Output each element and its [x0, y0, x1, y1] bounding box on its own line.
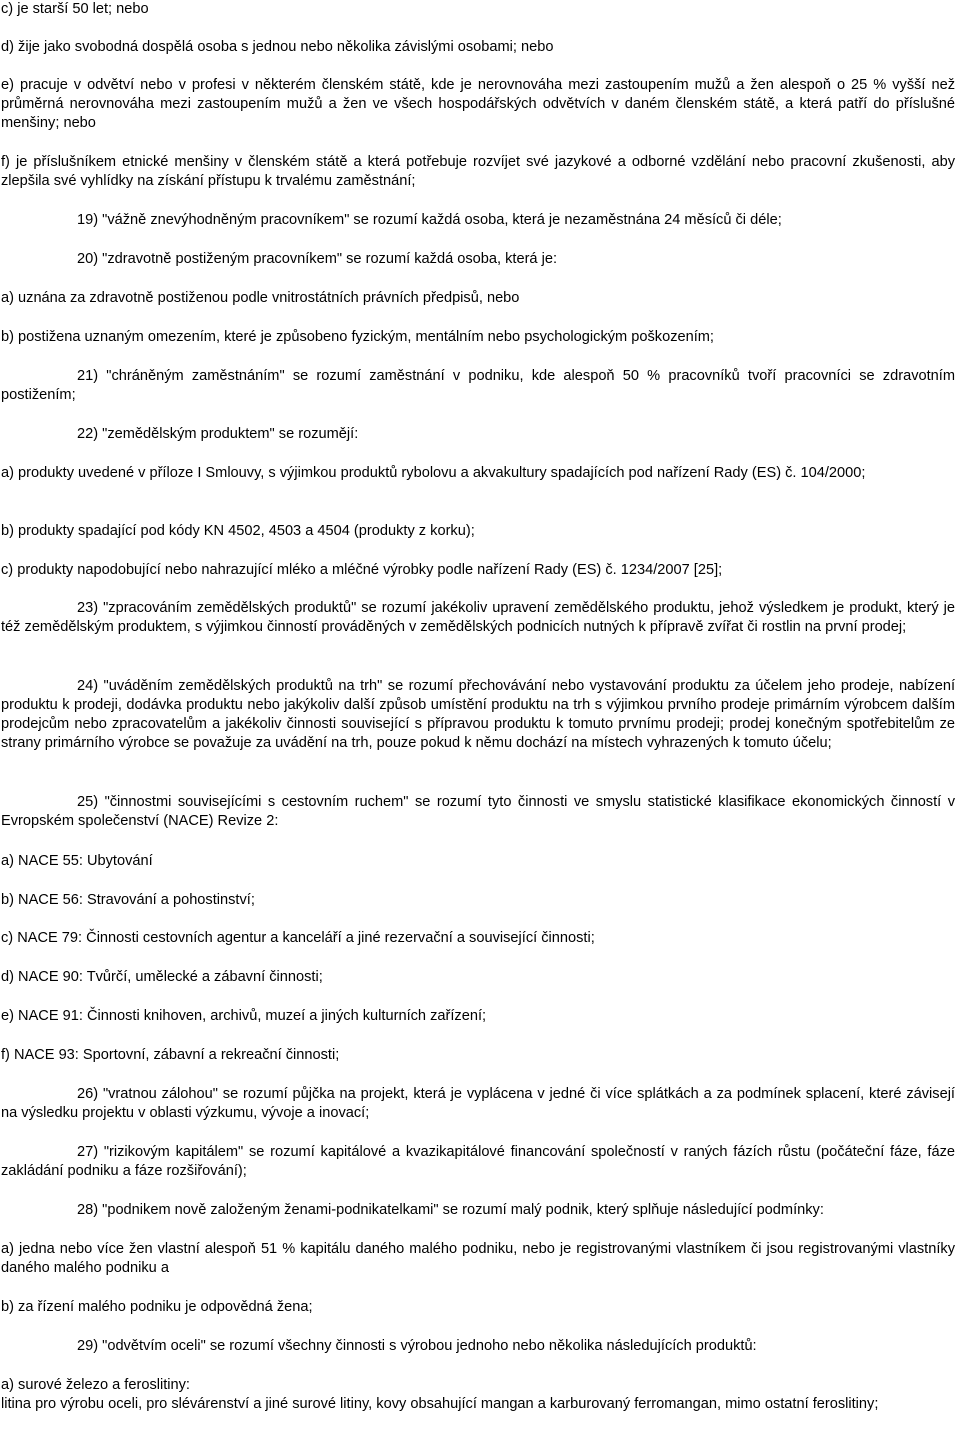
paragraph-22-b: b) produkty spadající pod kódy KN 4502, 4503 a 4504 (produkty z korku);: [1, 523, 475, 539]
paragraph-22-a: a) produkty uvedené v příloze I Smlouvy, s výjimkou produktů rybolovu a akvakultury spadajících pod nařízení Rady (ES) č. 104/2000;: [1, 465, 866, 481]
paragraph-25-a: a) NACE 55: Ubytování: [1, 853, 153, 869]
definition-22: 22) "zemědělským produktem" se rozumějí:: [77, 426, 359, 442]
paragraph-c-age: c) je starší 50 let; nebo: [1, 1, 149, 17]
paragraph-28-b: b) za řízení malého podniku je odpovědná žena;: [1, 1299, 313, 1315]
definition-19: 19) "vážně znevýhodněným pracovníkem" se rozumí každá osoba, která je nezaměstnána 24 měsíců či déle;: [77, 212, 782, 228]
paragraph-25-b: b) NACE 56: Stravování a pohostinství;: [1, 892, 255, 908]
definition-25: 25) "činnostmi souvisejícími s cestovním ruchem" se rozumí tyto činnosti ve smyslu statistické klasifikace ekonomických činností v Evropském společenství (NACE) Revize 2:: [1, 794, 955, 829]
paragraph-20-a: a) uznána za zdravotně postiženou podle vnitrostátních právních předpisů, nebo: [1, 290, 520, 306]
definition-24: 24) "uváděním zemědělských produktů na trh" se rozumí přechovávání nebo vystavování produktu za účelem jeho prodeje, nabízení produktu k prodeji, dodávka produktu nebo jakýkoliv další způsob umístění produktu na trh s výjimkou prvního prodeje primárním výrobcem dalším prodejcům nebo zpracovatelům a jakékoliv činnosti související s přípravou produktu k tomuto prvnímu prodeji; prodej konečným spotřebitelům ze strany primárního výrobce se považuje za uvádění na trh, pouze pokud k němu dochází na místech vyhrazených k tomuto účelu;: [1, 678, 955, 751]
paragraph-29-a: a) surové železo a feroslitiny:: [1, 1377, 190, 1393]
paragraph-28-a: a) jedna nebo více žen vlastní alespoň 51 % kapitálu daného malého podniku, nebo je registrovanými vlastníkem či jsou registrovanými vlastníky daného malého podniku a: [1, 1241, 955, 1276]
paragraph-22-c: c) produkty napodobující nebo nahrazující mléko a mléčné výrobky podle nařízení Rady (ES) č. 1234/2007 [25];: [1, 562, 723, 578]
paragraph-f-ethnic-minority: f) je příslušníkem etnické menšiny v členském státě a která potřebuje rozvíjet své jazykové a odborné vzdělání nebo pracovní zkušenosti, aby zlepšila své vyhlídky na získání přístupu k trvalému zaměstnání;: [1, 154, 955, 189]
definition-28: 28) "podnikem nově založeným ženami-podnikatelkami" se rozumí malý podnik, který splňuje následující podmínky:: [77, 1202, 824, 1218]
paragraph-d-single-adult: d) žije jako svobodná dospělá osoba s jednou nebo několika závislými osobami; nebo: [1, 39, 554, 55]
definition-21: 21) "chráněným zaměstnáním" se rozumí zaměstnání v podniku, kde alespoň 50 % pracovníků tvoří pracovníci se zdravotním postižením;: [1, 368, 955, 403]
paragraph-25-c: c) NACE 79: Činnosti cestovních agentur a kanceláří a jiné rezervační a související činnosti;: [1, 930, 595, 946]
definition-29: 29) "odvětvím oceli" se rozumí všechny činnosti s výrobou jednoho nebo několika následujících produktů:: [77, 1338, 757, 1354]
paragraph-29-a-detail: litina pro výrobu oceli, pro slévárenství a jiné surové litiny, kovy obsahující mangan a karburovaný ferromangan, mimo ostatní feroslitiny;: [1, 1396, 879, 1412]
definition-23: 23) "zpracováním zemědělských produktů" se rozumí jakékoliv upravení zemědělského produktu, jehož výsledkem je produkt, který je též zemědělským produktem, s výjimkou činností prováděných v zemědělských podnicích nutných k přípravě zvířat či rostlin na první prodej;: [1, 600, 955, 635]
paragraph-25-e: e) NACE 91: Činnosti knihoven, archivů, muzeí a jiných kulturních zařízení;: [1, 1008, 487, 1024]
paragraph-20-b: b) postižena uznaným omezením, které je způsobeno fyzickým, mentálním nebo psychologickým poškozením;: [1, 329, 714, 345]
definition-26: 26) "vratnou zálohou" se rozumí půjčka na projekt, která je vyplácena v jedné či více splátkách a za podmínek splacení, které závisejí na výsledku projektu v oblasti výzkumu, vývoje a inovací;: [1, 1086, 955, 1121]
definition-20: 20) "zdravotně postiženým pracovníkem" se rozumí každá osoba, která je:: [77, 251, 558, 267]
paragraph-25-d: d) NACE 90: Tvůrčí, umělecké a zábavní činnosti;: [1, 969, 323, 985]
definition-27: 27) "rizikovým kapitálem" se rozumí kapitálové a kvazikapitálové financování společností v raných fázích růstu (počáteční fáze, fáze zakládání podniku a fáze rozšiřování);: [1, 1144, 955, 1179]
paragraph-e-gender-imbalance: e) pracuje v odvětví nebo v profesi v některém členském státě, kde je nerovnováha mezi zastoupením mužů a žen alespoň o 25 % vyšší než průměrná nerovnováha mezi zastoupením mužů a žen ve všech hospodářských odvětvích v daném členském státě, a která patří do příslušné menšiny; nebo: [1, 77, 955, 131]
paragraph-25-f: f) NACE 93: Sportovní, zábavní a rekreační činnosti;: [1, 1047, 340, 1063]
